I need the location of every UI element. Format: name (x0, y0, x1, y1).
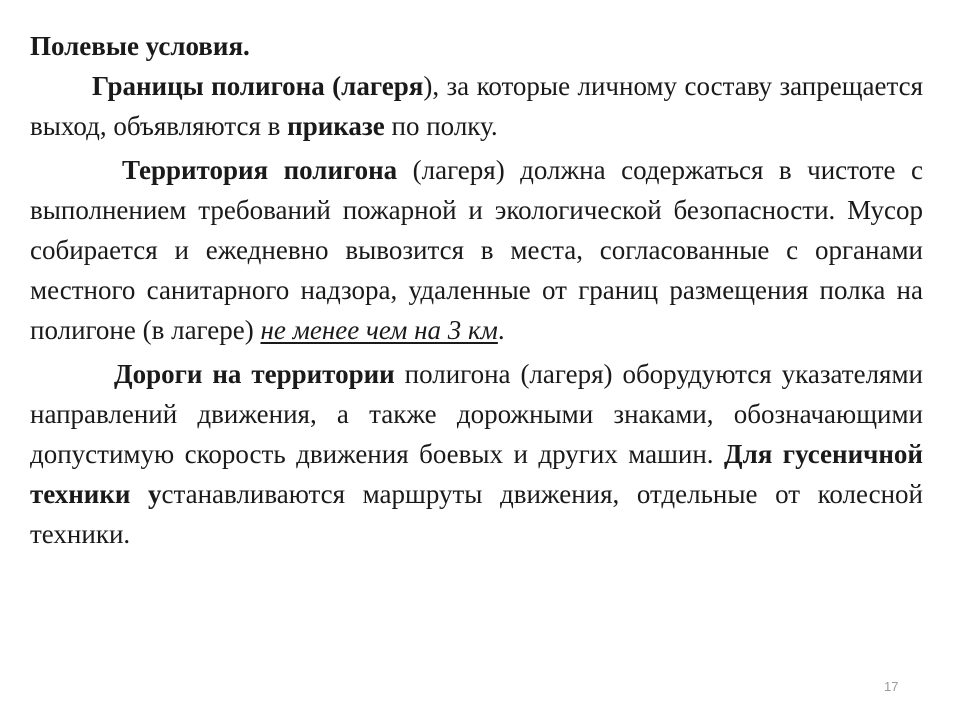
paragraph-text: ), за которые личному составу запрещается выход, объявляются в (30, 71, 923, 141)
paragraph-polygon-borders (30, 66, 923, 146)
bold-term: Дороги на территории (114, 359, 395, 389)
paragraph-territory (30, 150, 923, 350)
paragraph-text: (лагеря) должна содержаться в чистоте с выполнением требований пожарной и экологической безопасности. Мусор собирается и ежедневно вывозится в места, согласованные с органами местного санитарного надзора, удаленные от границ размещения полка на полигоне (в лагере) (30, 155, 923, 345)
section-heading: Полевые условия. (30, 31, 250, 61)
paragraph-text: . (497, 315, 505, 345)
bold-term: Для гусеничной техники у (30, 439, 923, 509)
bold-term: Границы полигона (лагеря (92, 71, 424, 101)
slide-content (30, 26, 923, 554)
paragraph-roads (30, 354, 923, 554)
paragraph-text: по полку. (384, 111, 498, 141)
page-number: 17 (884, 679, 899, 694)
bold-term: приказе (287, 111, 385, 141)
paragraph-text: станавливаются маршруты движения, отдельные от колесной техники. (30, 479, 923, 549)
paragraph-text: полигона (лагеря) оборудуются указателями направлений движения, а также дорожными знаками, обозначающими допустимую скорость движения боевых и других машин. (30, 359, 923, 469)
distance-emphasis: не менее чем на 3 км (260, 315, 498, 345)
bold-term: Территория полигона (122, 155, 398, 185)
